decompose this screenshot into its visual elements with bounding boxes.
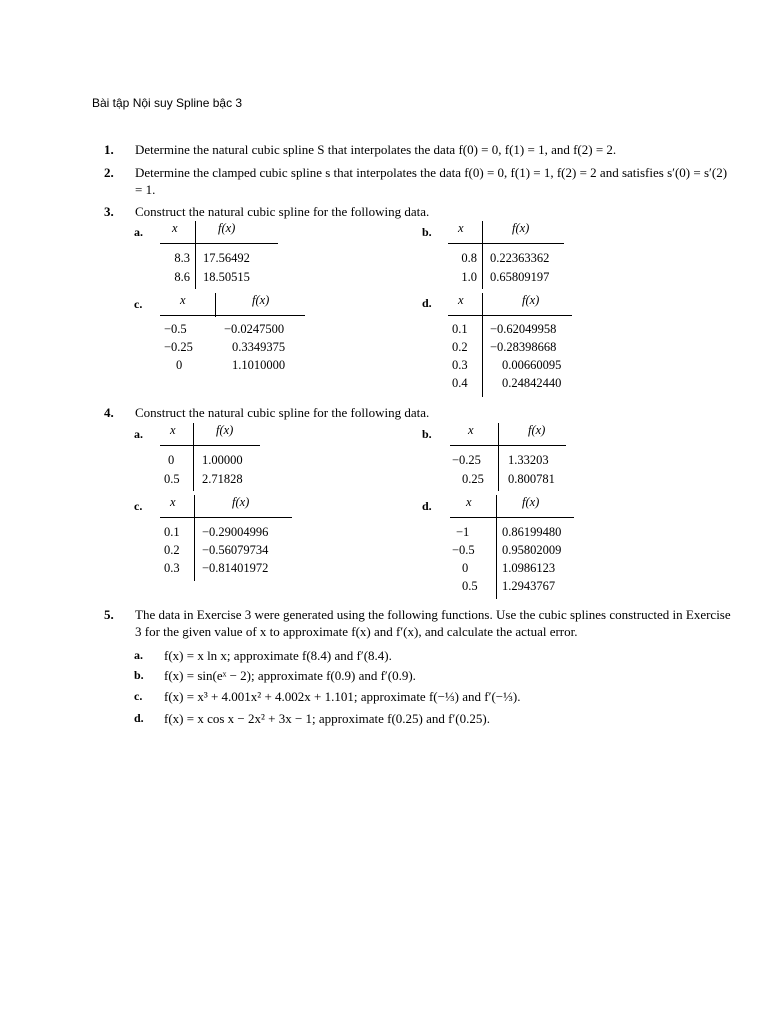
column-header-x: x — [180, 293, 186, 307]
column-header-fx: f(x) — [512, 221, 530, 235]
table-rule — [160, 445, 260, 446]
table-label-4c: c. — [134, 499, 143, 513]
table-cell: 18.50515 — [203, 270, 250, 284]
table-4c — [160, 495, 300, 583]
table-label-3b: b. — [422, 225, 432, 239]
table-cell: 0.4 — [452, 376, 468, 390]
table-label-3c: c. — [134, 297, 143, 311]
table-cell: 0 — [176, 358, 183, 372]
table-cell: 1.33203 — [508, 453, 549, 467]
table-rule — [450, 517, 574, 518]
column-header-x: x — [458, 221, 464, 235]
table-4d — [450, 495, 580, 601]
table-cell: 0.24842440 — [502, 376, 562, 390]
exercise-text: The data in Exercise 3 were generated using the following functions. Use the cubic splines constructed in Exercise 3 for the given value of x to approximate f(x) and f′(x), and calculate the actual error. — [135, 607, 731, 639]
table-label-3a: a. — [134, 225, 143, 239]
column-header-x: x — [170, 423, 176, 437]
table-cell: 8.3 — [174, 251, 190, 265]
table-cell: 2.71828 — [202, 472, 243, 486]
exercise-number: 4. — [104, 405, 114, 420]
table-4a — [160, 423, 270, 493]
table-label-4d: d. — [422, 499, 432, 513]
table-cell: 0.86199480 — [502, 525, 562, 539]
table-cell: −0.25 — [452, 453, 481, 467]
column-header-fx: f(x) — [528, 423, 546, 437]
table-rule — [160, 243, 278, 244]
table-cell: −0.56079734 — [202, 543, 269, 557]
exercise-number: 2. — [104, 165, 114, 180]
table-label-4a: a. — [134, 427, 143, 441]
table-divider — [195, 221, 196, 289]
column-header-x: x — [172, 221, 178, 235]
item-label: b. — [134, 668, 144, 682]
table-cell: 0.800781 — [508, 472, 555, 486]
table-3c — [160, 293, 310, 381]
table-cell: 1.00000 — [202, 453, 243, 467]
exercise-text: Construct the natural cubic spline for the following data. — [135, 405, 430, 420]
table-cell: 0.8 — [461, 251, 477, 265]
table-divider — [482, 221, 483, 289]
table-cell: 0.2 — [164, 543, 180, 557]
table-3a — [160, 221, 280, 291]
table-cell: 1.1010000 — [232, 358, 286, 372]
table-cell: −0.0247500 — [224, 322, 285, 336]
table-cell: 1.0 — [461, 270, 477, 284]
table-cell: 0.65809197 — [490, 270, 550, 284]
exercise-number: 3. — [104, 204, 114, 219]
table-cell: 0.95802009 — [502, 543, 562, 557]
table-3d — [448, 293, 578, 399]
table-cell: 0.3 — [164, 561, 180, 575]
table-cell: 0.1 — [452, 322, 468, 336]
table-divider — [496, 495, 497, 599]
item-label: d. — [134, 711, 144, 725]
table-cell: 0.2 — [452, 340, 468, 354]
table-cell: 8.6 — [174, 270, 190, 284]
table-rule — [450, 445, 566, 446]
column-header-fx: f(x) — [216, 423, 234, 437]
table-cell: 0.25 — [462, 472, 484, 486]
table-cell: 0.5 — [462, 579, 478, 593]
table-cell: 0 — [462, 561, 469, 575]
table-cell: −0.5 — [164, 322, 187, 336]
table-cell: −0.81401972 — [202, 561, 269, 575]
table-cell: −1 — [456, 525, 470, 539]
table-rule — [160, 315, 305, 316]
exercise-text: Construct the natural cubic spline for the following data. — [135, 204, 430, 219]
table-divider — [498, 423, 499, 491]
column-header-x: x — [170, 495, 176, 509]
column-header-fx: f(x) — [252, 293, 270, 307]
column-header-fx: f(x) — [522, 293, 540, 307]
table-rule — [448, 315, 572, 316]
table-cell: 0.00660095 — [502, 358, 562, 372]
table-cell: −0.29004996 — [202, 525, 269, 539]
table-cell: 0.1 — [164, 525, 180, 539]
table-rule — [448, 243, 564, 244]
table-4b — [450, 423, 570, 493]
table-cell: 1.2943767 — [502, 579, 556, 593]
table-cell: −0.62049958 — [490, 322, 557, 336]
column-header-x: x — [466, 495, 472, 509]
item-text: f(x) = x cos x − 2x² + 3x − 1; approximate f(0.25) and f′(0.25). — [164, 711, 490, 726]
table-divider — [215, 293, 216, 317]
column-header-x: x — [468, 423, 474, 437]
table-cell: 17.56492 — [203, 251, 250, 265]
table-divider — [482, 293, 483, 397]
item-label: a. — [134, 648, 143, 662]
exercise-number: 1. — [104, 142, 114, 157]
item-text: f(x) = sin(eˣ − 2); approximate f(0.9) and f′(0.9). — [164, 668, 416, 683]
table-cell: −0.5 — [452, 543, 475, 557]
table-rule — [160, 517, 292, 518]
column-header-fx: f(x) — [232, 495, 250, 509]
table-cell: −0.28398668 — [490, 340, 557, 354]
column-header-fx: f(x) — [218, 221, 236, 235]
item-text: f(x) = x³ + 4.001x² + 4.002x + 1.101; approximate f(−⅓) and f′(−⅓). — [164, 689, 521, 704]
item-label: c. — [134, 689, 143, 703]
table-cell: −0.25 — [164, 340, 193, 354]
column-header-fx: f(x) — [522, 495, 540, 509]
table-cell: 0.3 — [452, 358, 468, 372]
table-divider — [193, 423, 194, 491]
column-header-x: x — [458, 293, 464, 307]
table-divider — [194, 495, 195, 581]
table-cell: 1.0986123 — [502, 561, 556, 575]
exercise-number: 5. — [104, 607, 114, 622]
table-3b — [448, 221, 568, 291]
table-cell: 0.22363362 — [490, 251, 550, 265]
exercise-text: Determine the natural cubic spline S that interpolates the data f(0) = 0, f(1) = 1, and f(2) = 2. — [135, 142, 617, 157]
table-cell: 0 — [168, 453, 175, 467]
document-heading: Bài tập Nội suy Spline bậc 3 — [92, 96, 243, 110]
table-label-4b: b. — [422, 427, 432, 441]
exercise-text: Determine the clamped cubic spline s that interpolates the data f(0) = 0, f(1) = 1, f(2) = 2 and satisfies s′(0) = s′(2) = 1. — [135, 165, 728, 197]
table-cell: 0.5 — [164, 472, 180, 486]
table-label-3d: d. — [422, 296, 432, 310]
item-text: f(x) = x ln x; approximate f(8.4) and f′(8.4). — [164, 648, 392, 663]
table-cell: 0.3349375 — [232, 340, 286, 354]
